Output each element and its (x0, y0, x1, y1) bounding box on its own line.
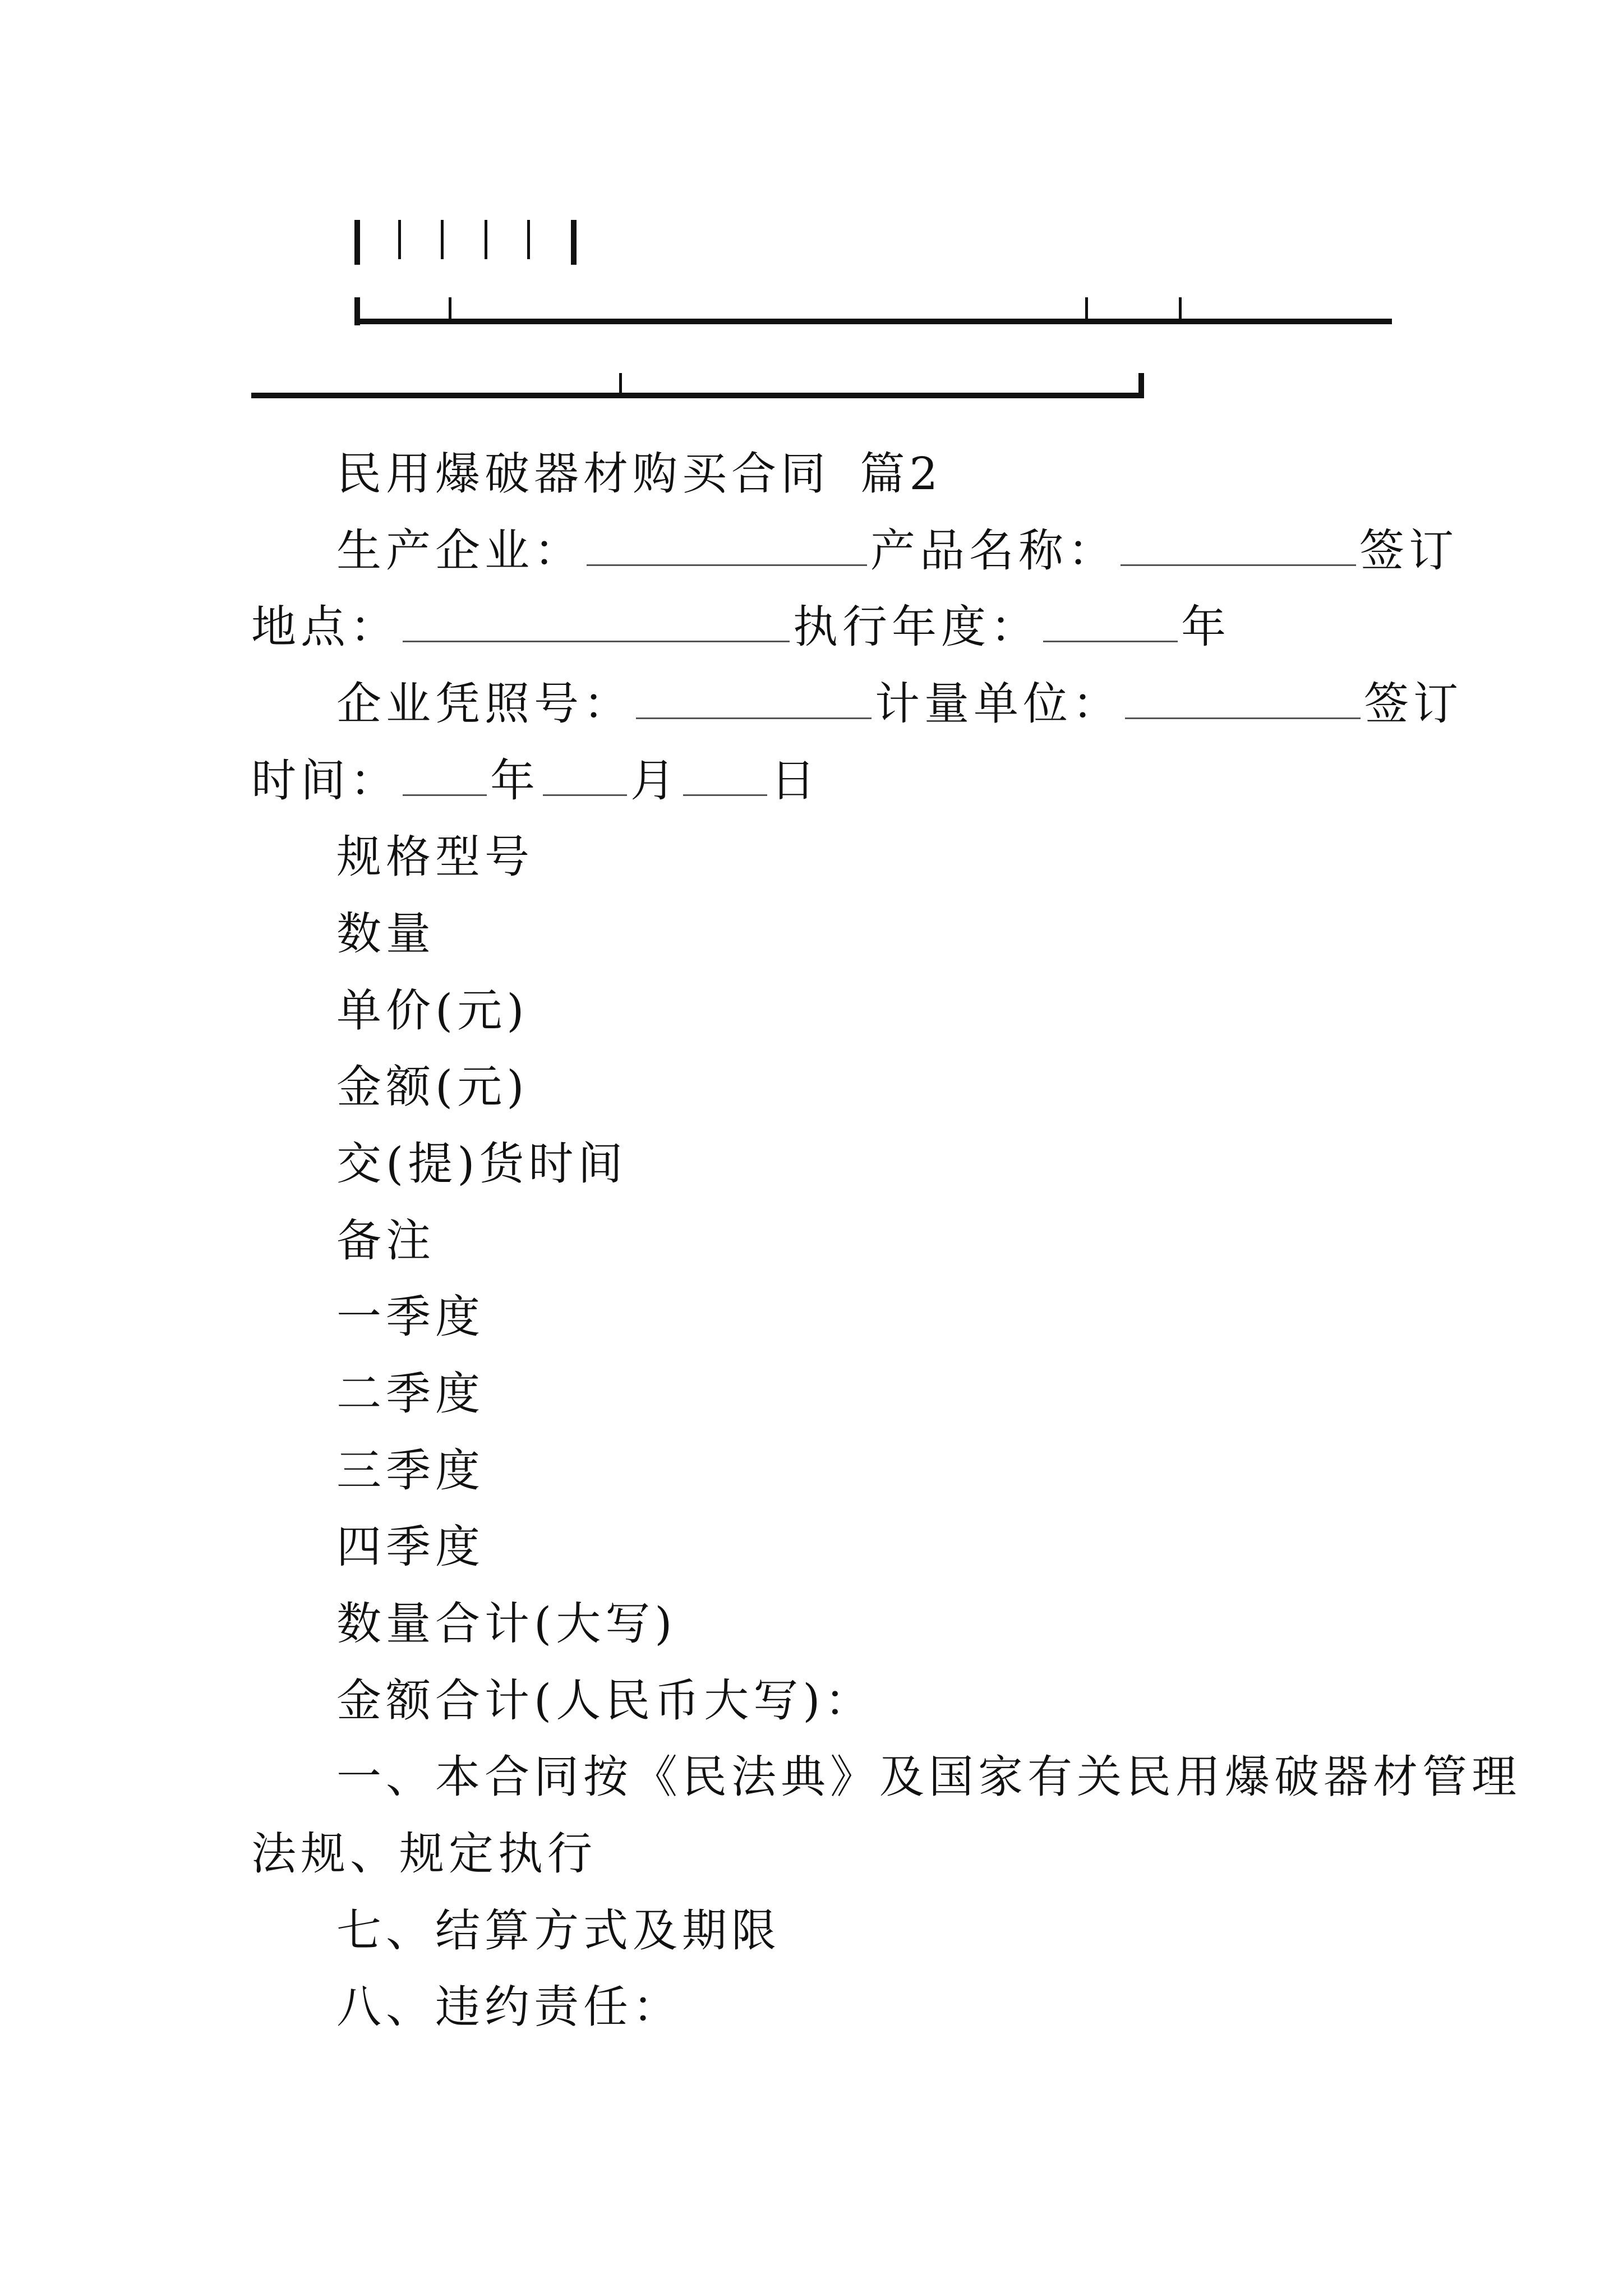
form-line-producer: 生产企业： 产品名称： 签订 (336, 524, 1458, 577)
table-border-mark (1085, 297, 1088, 320)
product-blank[interactable] (1121, 525, 1356, 566)
unit-blank[interactable] (1125, 678, 1361, 719)
clause-7: 七、结算方式及期限 (336, 1904, 781, 1957)
field-unit-price: 单价(元) (336, 984, 529, 1037)
year-blank[interactable] (403, 755, 487, 796)
field-amount: 金额(元) (336, 1061, 529, 1113)
license-blank[interactable] (636, 678, 872, 719)
form-line-license: 企业凭照号： 计量单位： 签订 (336, 678, 1463, 730)
clause-1-cont: 法规、规定执行 (251, 1828, 597, 1880)
table-border-line (251, 393, 1144, 398)
field-quantity: 数量 (336, 908, 435, 960)
table-border-mark (619, 373, 622, 395)
clause-8: 八、违约责任： (336, 1981, 682, 2033)
form-line-place: 地点： 执行年度： 年 (251, 601, 1230, 653)
sign-place-blank[interactable] (403, 601, 790, 642)
table-border-mark (398, 220, 401, 259)
table-border-mark (1179, 297, 1182, 320)
table-border-mark (354, 220, 360, 265)
field-q1: 一季度 (336, 1291, 485, 1343)
table-border-mark (449, 297, 451, 320)
section-title: 民用爆破器材购买合同 篇2 (336, 448, 943, 500)
field-spec: 规格型号 (336, 831, 534, 883)
table-border-mark (441, 220, 444, 259)
field-q4: 四季度 (336, 1521, 485, 1573)
exec-year-blank[interactable] (1043, 601, 1178, 642)
table-border-mark (527, 220, 530, 259)
field-delivery-time: 交(提)货时间 (336, 1138, 628, 1190)
table-border-mark (1138, 373, 1144, 398)
table-border-mark (485, 220, 487, 259)
form-line-time: 时间： 年 月 日 (251, 754, 820, 807)
field-amount-total: 金额合计(人民币大写)： (336, 1674, 874, 1727)
clause-1: 一、本合同按《民法典》及国家有关民用爆破器材管理 (336, 1751, 1521, 1803)
field-qty-total: 数量合计(大写) (336, 1598, 677, 1650)
field-q3: 三季度 (336, 1444, 485, 1497)
field-remarks: 备注 (336, 1214, 435, 1267)
field-q2: 二季度 (336, 1368, 485, 1420)
producer-blank[interactable] (587, 525, 867, 566)
day-blank[interactable] (683, 755, 767, 796)
table-border-mark (571, 220, 577, 265)
month-blank[interactable] (543, 755, 627, 796)
table-border-line (354, 319, 1392, 324)
